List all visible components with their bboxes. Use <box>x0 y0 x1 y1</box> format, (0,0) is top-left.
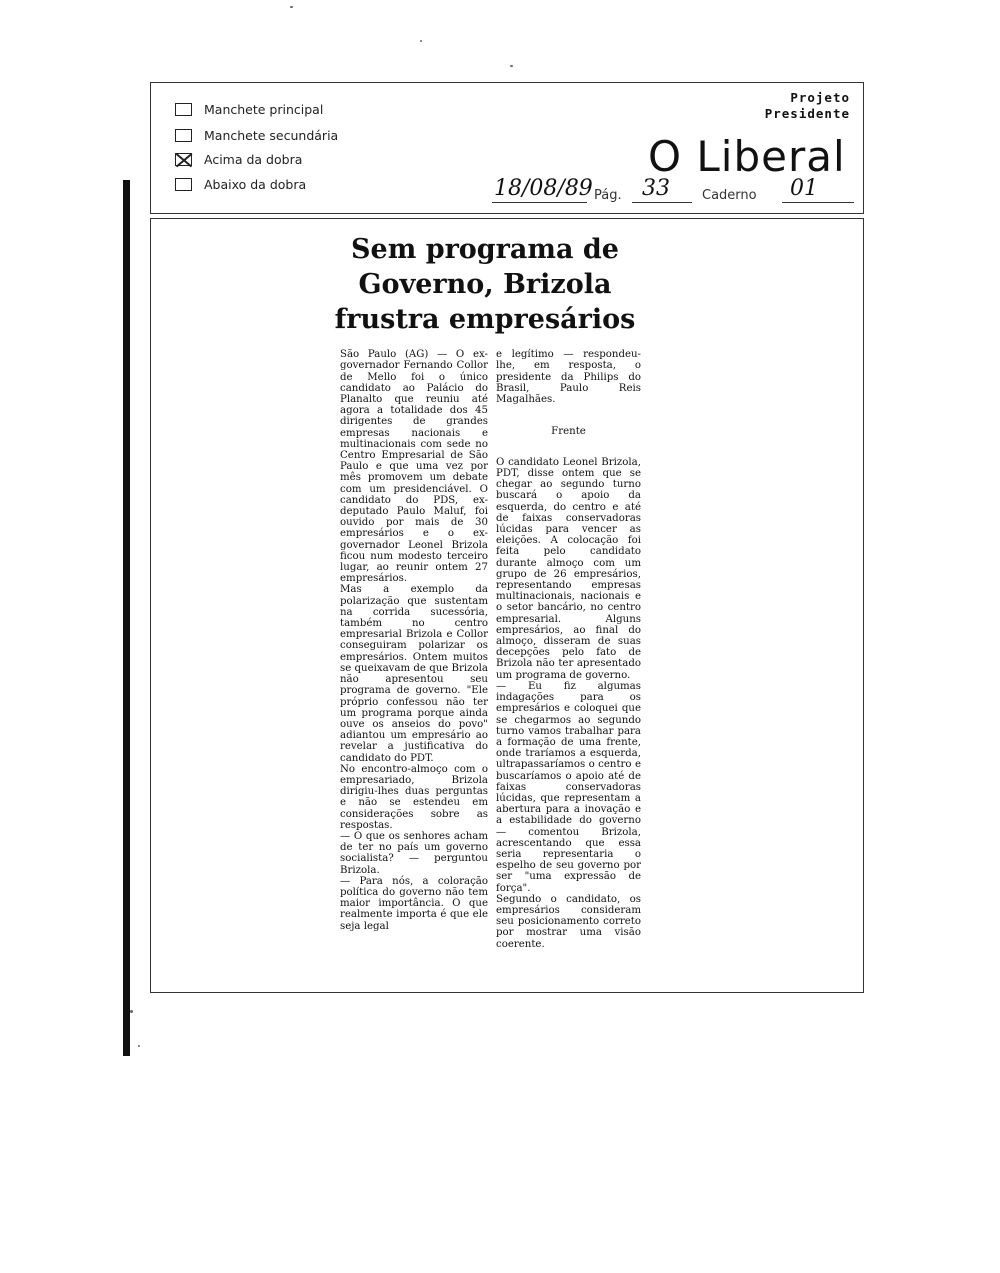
caderno-label: Caderno <box>702 188 757 203</box>
checkbox-manchete-secundaria[interactable] <box>175 129 192 142</box>
checkbox-acima-da-dobra[interactable] <box>175 153 192 166</box>
checkbox-label: Manchete principal <box>204 102 324 117</box>
article-text: O candidato Leonel Brizola, PDT, disse ontem que se chegar ao segundo turno buscará o apoio da esquerda, do centro e até de faixas conservadoras lúcidas para vencer as eleições. A colocação foi feita pelo candidato durante almoço com um grupo de 26 empresários, representando empresas multinacionais, nacionais e o setor bancário, no centro empresarial. Alguns empresários, ao final do almoço, disseram de suas decepções pelo fato de Brizola não ter apresentado um programa de governo. — Eu fiz algumas indagações para os empresários e coloquei que se chegarmos ao segundo turno vamos trabalhar para a formação de uma frente, onde traríamos a esquerda, ultrapassaríamos o centro e buscaríamos o apoio até de faixas conservadoras lúcidas, que representam a abertura para a inovação e a estabilidade do governo — comentou Brizola, acrescentando que essa seria representaria o espelho de seu governo por ser "uma expressão de força". Segundo o candidato, os empresários consideram seu posicionamento correto por mostrar uma visão coerente. <box>496 456 641 950</box>
date-value: 18/08/89 <box>494 176 593 201</box>
checkbox-row-abaixo-da-dobra[interactable] <box>175 177 306 192</box>
article-column-1 <box>340 338 488 960</box>
caderno-value: 01 <box>790 176 818 201</box>
pag-underline <box>632 202 692 203</box>
checkbox-row-manchete-secundaria[interactable] <box>175 128 338 143</box>
checkbox-label: Acima da dobra <box>204 152 303 167</box>
date-underline <box>492 202 587 203</box>
pag-value: 33 <box>642 176 670 201</box>
article-headline: Sem programa de Governo, Brizola frustra empresários <box>334 234 636 335</box>
newspaper-logo: O Liberal <box>648 132 846 181</box>
checkbox-label: Abaixo da dobra <box>204 177 307 192</box>
article-text: São Paulo (AG) — O ex-governador Fernando Collor de Mello foi o único candidato ao Palácio do Planalto que reuniu até agora a totalidade dos 45 dirigentes de grandes empresas nacionais e multinacionais com sede no Centro Empresarial de São Paulo e que uma vez por mês promovem um debate com um presidenciável. O candidato do PDS, ex-deputado Paulo Maluf, foi ouvido por mais de 30 empresários e o ex-governador Leonel Brizola ficou num modesto terceiro lugar, ao reunir ontem 27 empresários. Mas a exemplo da polarização que sustentam na corrida sucessória, também no centro empresarial Brizola e Collor conseguiram polarizar os empresários. Ontem muitos se queixavam de que Brizola não apresentou seu programa de governo. "Ele próprio confessou não ter um programa porque ainda ouve os anseios do povo" adiantou um empresário ao revelar a justificativa do candidato do PDT. No encontro-almoço com o empresariado, Brizola dirigiu-lhes duas perguntas e não se estendeu em considerações sobre as respostas. — O que os senhores acham de ter no país um governo socialista? — perguntou Brizola. — Para nós, a coloração política do governo não tem maior importância. O que realmente importa é que ele seja legal <box>340 349 488 932</box>
scan-speck <box>130 1010 133 1013</box>
checkbox-abaixo-da-dobra[interactable] <box>175 178 192 191</box>
checkbox-row-manchete-principal[interactable] <box>175 102 323 117</box>
scan-speck <box>420 40 422 42</box>
article-subhead: Frente <box>551 426 586 438</box>
projeto-line-2: Presidente <box>764 106 850 121</box>
checkbox-row-acima-da-dobra[interactable] <box>175 152 302 167</box>
scan-speck <box>138 1045 140 1047</box>
date-page-line <box>492 178 862 206</box>
checkbox-manchete-principal[interactable] <box>175 103 192 116</box>
projeto-label <box>765 90 850 122</box>
scan-edge-bar <box>123 180 130 1056</box>
pag-label: Pág. <box>594 188 622 203</box>
checkbox-label: Manchete secundária <box>204 128 339 143</box>
scan-speck <box>510 65 513 67</box>
article-column-2 <box>496 338 641 960</box>
projeto-line-1: Projeto <box>790 90 850 105</box>
scan-speck <box>290 6 293 8</box>
article-text: e legítimo — respondeu-lhe, em resposta, o presidente da Philips do Brasil, Paulo Reis Magalhães. <box>496 349 641 406</box>
caderno-underline <box>782 202 854 203</box>
